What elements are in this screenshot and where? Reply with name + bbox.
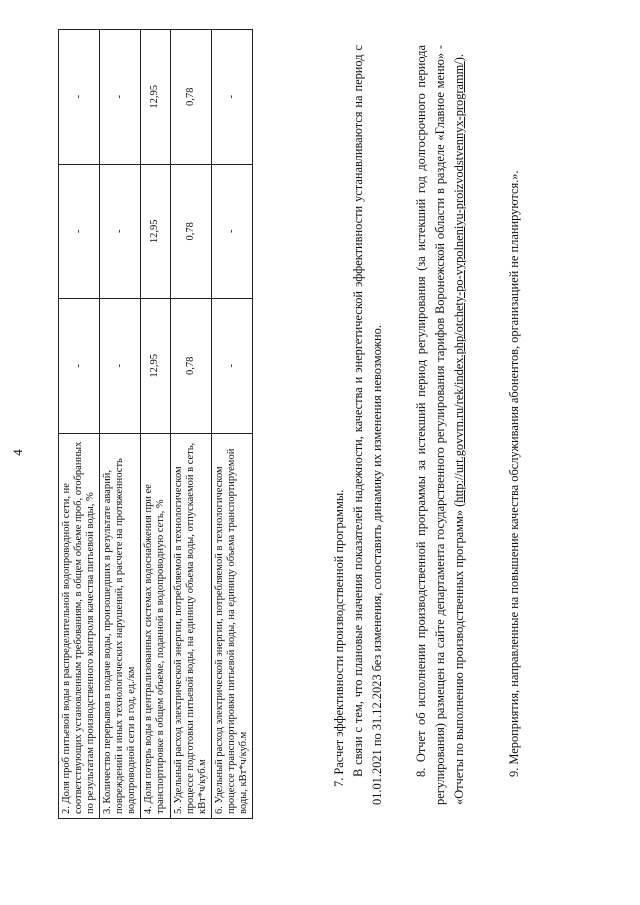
indicator-value: 0,78 xyxy=(170,164,211,299)
indicator-value: 12,95 xyxy=(141,299,170,434)
indicator-value: - xyxy=(211,299,252,434)
indicator-label: 5. Удельный расход электрической энергии, потребляемой в технологическом процессе подготовки питьевой воды, на единицу объема воды, отпускаемой в сеть, кВт*ч/куб.м xyxy=(170,433,211,818)
section-8-lead: 8. Отчет об исполнении производственной программы за истекший период регулирования (за истекший год долгосрочного периода регулирования) размещен на сайте департамента государственного регулирования тарифов Воронежской области в разделе «Главное меню» - «Отчеты по выполнению производственных программ» ( xyxy=(414,45,466,805)
indicator-value: - xyxy=(100,299,141,434)
indicator-label: 3. Количество перерывов в подаче воды, произошедших в результате аварий, повреждений и иных технологических нарушений, в расчете на протяженность водопроводной сети в год, ед./км xyxy=(100,433,141,818)
section-8-tail: ). xyxy=(451,54,466,62)
indicator-label: 4. Доля потерь воды в централизованных системах водоснабжения при ее транспортировке в общем объеме, поданной в водопроводную сеть, % xyxy=(141,433,170,818)
section-8-text xyxy=(412,45,469,805)
indicator-value: - xyxy=(59,30,100,165)
indicator-value: - xyxy=(100,30,141,165)
indicator-value: - xyxy=(59,299,100,434)
page-number: 4 xyxy=(10,449,25,456)
section-7 xyxy=(330,45,387,805)
indicator-value: - xyxy=(59,164,100,299)
report-link[interactable]: http://urt.govvrn.ru/rek/index.php/otchety-po-vypolneniyu-proizvodstvennyx-programm/ xyxy=(451,61,466,503)
indicator-label: 2. Доля проб питьевой воды в распределительной водопроводной сети, не соответствующих установленным требованиям, в общем объеме проб, отобранных по результатам производственного контроля качества питьевой воды, % xyxy=(59,433,100,818)
table-row xyxy=(211,30,252,819)
indicator-value: 12,95 xyxy=(141,30,170,165)
indicator-value: - xyxy=(211,30,252,165)
table-row xyxy=(100,30,141,819)
indicator-value: - xyxy=(100,164,141,299)
indicator-label: 6. Удельный расход электрической энергии, потребляемой в технологическом процессе транспортировки питьевой воды, на единицу объема транспортируемой воды, кВт*ч/куб.м xyxy=(211,433,252,818)
section-9-text: 9. Мероприятия, направленные на повышение качества обслуживания абонентов, организацией не планируются.». xyxy=(507,170,521,777)
indicators-table xyxy=(58,29,253,819)
section-8 xyxy=(412,45,469,805)
section-7-text: В связи с тем, что плановые значения показателей надежности, качества и энергетической эффективности устанавливаются на период с 01.01.2021 по 31.12.2023 без изменения, сопоставить динамику их изменения невозможно. xyxy=(350,45,384,805)
table-row xyxy=(170,30,211,819)
table-row xyxy=(59,30,100,819)
table-row xyxy=(141,30,170,819)
indicator-value: 0,78 xyxy=(170,30,211,165)
indicator-value: - xyxy=(211,164,252,299)
indicator-value: 12,95 xyxy=(141,164,170,299)
indicator-value: 0,78 xyxy=(170,299,211,434)
section-9 xyxy=(505,45,524,805)
section-7-heading: 7. Расчет эффективности производственной программы. xyxy=(332,489,346,787)
